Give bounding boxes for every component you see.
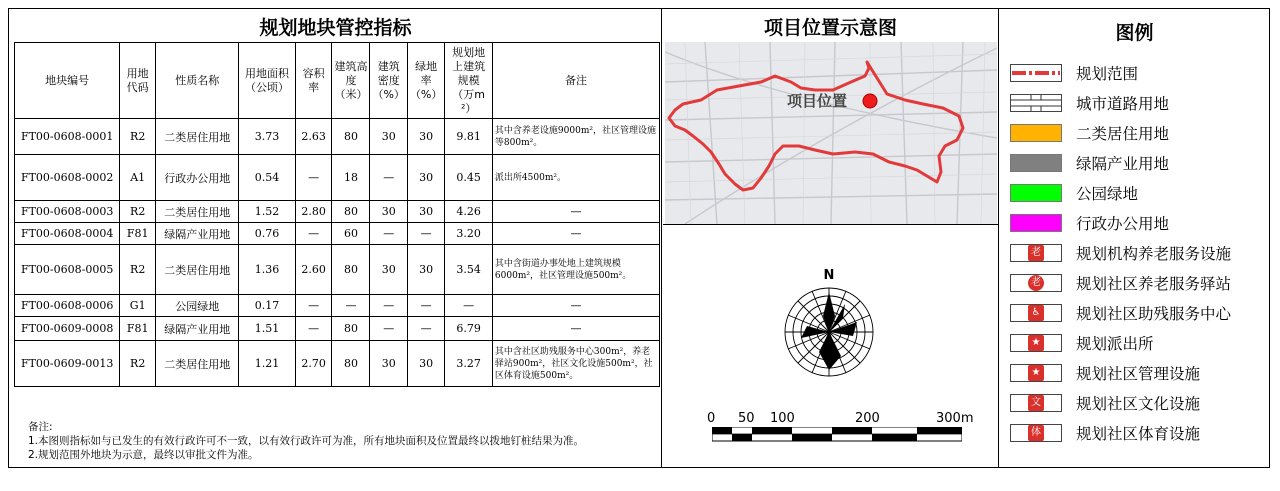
table-cell: 公园绿地 [156,295,239,317]
scale-label-200: 200 [855,411,880,426]
table-cell: — [295,295,332,317]
table-cell: F81 [120,317,156,341]
legend-label: 规划社区体育设施 [1076,425,1201,443]
legend-label: 行政办公用地 [1076,215,1170,233]
table-cell: R2 [120,119,156,155]
table-cell: 30 [370,201,407,223]
table-cell: 二类居住用地 [156,201,239,223]
table-cell: 0.17 [239,295,295,317]
table-cell: — [370,295,407,317]
table-cell: 80 [332,201,370,223]
table-cell: 30 [370,245,407,295]
table-cell: 80 [332,245,370,295]
elderly-station-icon [1010,274,1062,292]
legend-item [1010,92,1169,114]
legend-swatch [1010,124,1062,142]
scale-label-100: 100 [770,411,795,426]
table-cell: 二类居住用地 [156,245,239,295]
notes-block [28,420,584,462]
notes-line-2: 2.规划范围外地块为示意，最终以审批文件为准。 [28,449,259,461]
table-cell: 行政办公用地 [156,155,239,201]
table-cell: 3.27 [445,341,493,387]
middle-divider [663,224,999,225]
location-marker-icon [863,94,877,108]
table-cell: 30 [407,119,444,155]
table-cell: 2.70 [295,341,332,387]
table-cell: 30 [407,201,444,223]
notes-heading: 备注: [28,421,53,433]
scale-label-0: 0 [707,411,716,426]
scale-label-300m: 300m [936,411,974,426]
culture-icon [1010,394,1062,412]
divider-left [661,8,662,468]
table-cell: 1.52 [239,201,295,223]
legend-label: 规划社区助残服务中心 [1076,305,1232,323]
table-cell: 1.36 [239,245,295,295]
divider-right [998,8,999,468]
sports-icon [1010,424,1062,442]
col-header-density: 建筑密度（%） [370,43,407,119]
legend-label: 绿隔产业用地 [1076,155,1170,173]
table-row [15,223,660,245]
location-map-title: 项目位置示意图 [763,17,897,39]
table-cell: FT00-0608-0002 [15,155,120,201]
table-cell: 二类居住用地 [156,119,239,155]
table-cell: G1 [120,295,156,317]
community-management-icon-glyph: ★ [1028,365,1044,381]
legend-item [1010,302,1231,324]
table-cell: 4.26 [445,201,493,223]
police-icon-glyph: ★ [1028,335,1044,351]
indicator-table-title: 规划地块管控指标 [259,17,412,39]
legend-label: 规划机构养老服务设施 [1076,245,1232,263]
col-header-far: 容积率 [295,43,332,119]
col-header-land-code: 用地代码 [120,43,156,119]
table-cell: 其中含社区助残服务中心300m²，养老驿站900m²，社区文化设施500m²，社区体育设施500m²。 [492,341,659,387]
table-cell: — [370,317,407,341]
table-cell: — [332,295,370,317]
location-map-drawing [665,42,997,224]
table-cell: — [407,223,444,245]
table-cell: 派出所4500m²。 [492,155,659,201]
table-row [15,317,660,341]
table-cell: 2.63 [295,119,332,155]
table-cell: — [492,223,659,245]
table-cell: FT00-0609-0008 [15,317,120,341]
legend-item [1010,152,1169,174]
legend-title: 图例 [1115,22,1154,44]
table-cell: 80 [332,317,370,341]
boundary-line-icon [1010,64,1062,82]
notes-line-1: 1.本图则指标如与已发生的有效行政许可不一致，以有效行政许可为准，所有地块面积及位置最终以拨地钉桩结果为准。 [28,435,585,447]
table-cell: FT00-0608-0001 [15,119,120,155]
table-cell: 0.76 [239,223,295,245]
legend-label: 规划社区文化设施 [1076,395,1201,413]
compass-rose [783,286,875,378]
table-cell: A1 [120,155,156,201]
table-cell: 30 [407,245,444,295]
table-cell: 2.80 [295,201,332,223]
legend-item [1010,272,1231,294]
col-header-remarks: 备注 [492,43,659,119]
north-label: N [823,268,835,283]
legend-label: 城市道路用地 [1076,95,1170,113]
table-cell: 30 [370,341,407,387]
elderly-station-icon-glyph: 老 [1028,275,1044,291]
col-header-area: 用地面积（公顷） [239,43,295,119]
table-cell: FT00-0608-0006 [15,295,120,317]
table-cell: 绿隔产业用地 [156,223,239,245]
police-icon [1010,334,1062,352]
legend-label: 规划社区养老服务驿站 [1076,275,1232,293]
location-label: 项目位置 [787,92,848,110]
table-cell: — [407,317,444,341]
disability-icon-glyph: ♿ [1028,305,1044,321]
community-management-icon [1010,364,1062,382]
disability-icon [1010,304,1062,322]
table-cell: FT00-0608-0003 [15,201,120,223]
table-cell: 60 [332,223,370,245]
legend-label: 公园绿地 [1076,185,1139,203]
table-row [15,295,660,317]
table-cell: — [492,201,659,223]
table-cell: 6.79 [445,317,493,341]
legend-label: 规划范围 [1076,65,1139,83]
table-row [15,341,660,387]
indicator-table [14,42,660,387]
table-cell: — [492,295,659,317]
road-icon [1010,94,1062,112]
table-cell: 0.54 [239,155,295,201]
legend-item [1010,122,1169,144]
table-row [15,201,660,223]
table-header-row [15,43,660,119]
legend-item [1010,392,1200,414]
col-header-land-use: 性质名称 [156,43,239,119]
table-cell: 0.45 [445,155,493,201]
table-cell: 1.51 [239,317,295,341]
table-cell: 其中含街道办事处地上建筑规模6000m²，社区管理设施500m²。 [492,245,659,295]
elderly-institution-icon [1010,244,1062,262]
table-cell: 30 [407,341,444,387]
table-cell: FT00-0608-0005 [15,245,120,295]
table-cell: R2 [120,245,156,295]
col-header-height: 建筑高度（米） [332,43,370,119]
legend-swatch [1010,184,1062,202]
legend-item [1010,212,1169,234]
scale-bar [712,427,962,443]
table-cell: FT00-0608-0004 [15,223,120,245]
table-row [15,155,660,201]
legend-swatch [1010,154,1062,172]
table-cell: 二类居住用地 [156,341,239,387]
table-cell: 绿隔产业用地 [156,317,239,341]
table-cell: 80 [332,119,370,155]
table-cell: — [370,155,407,201]
table-cell: — [407,295,444,317]
culture-icon-glyph: 文 [1028,395,1044,411]
table-cell: 3.20 [445,223,493,245]
location-map [665,42,997,224]
table-cell: — [295,317,332,341]
table-cell: R2 [120,201,156,223]
table-cell: 30 [370,119,407,155]
col-header-building-scale: 规划地上建筑规模（万m²） [445,43,493,119]
legend-label: 二类居住用地 [1076,125,1170,143]
table-cell: — [492,317,659,341]
table-cell: — [295,223,332,245]
table-cell: 1.21 [239,341,295,387]
table-cell: 其中含养老设施9000m²，社区管理设施等800m²。 [492,119,659,155]
table-cell: FT00-0609-0013 [15,341,120,387]
table-cell: R2 [120,341,156,387]
table-cell: 3.54 [445,245,493,295]
north-arrow-icon [783,268,875,378]
legend-item [1010,362,1200,384]
legend-item [1010,62,1138,84]
table-row [15,245,660,295]
table-cell: 9.81 [445,119,493,155]
scale-label-50: 50 [738,411,755,426]
table-cell: 3.73 [239,119,295,155]
table-row [15,119,660,155]
table-cell: — [295,155,332,201]
legend-item [1010,422,1200,444]
legend-label: 规划社区管理设施 [1076,365,1201,383]
table-cell: 2.60 [295,245,332,295]
table-cell: 80 [332,341,370,387]
elderly-institution-icon-glyph: 老 [1028,245,1044,261]
legend-item [1010,182,1138,204]
legend-item [1010,242,1231,264]
legend-item [1010,332,1154,354]
col-header-green-rate: 绿地率（%） [407,43,444,119]
table-cell: 30 [407,155,444,201]
legend-label: 规划派出所 [1076,335,1154,353]
legend-swatch [1010,214,1062,232]
col-header-plot-id: 地块编号 [15,43,120,119]
table-cell: — [370,223,407,245]
table-cell: 18 [332,155,370,201]
table-cell: F81 [120,223,156,245]
sports-icon-glyph: 体 [1028,425,1044,441]
table-cell: — [445,295,493,317]
